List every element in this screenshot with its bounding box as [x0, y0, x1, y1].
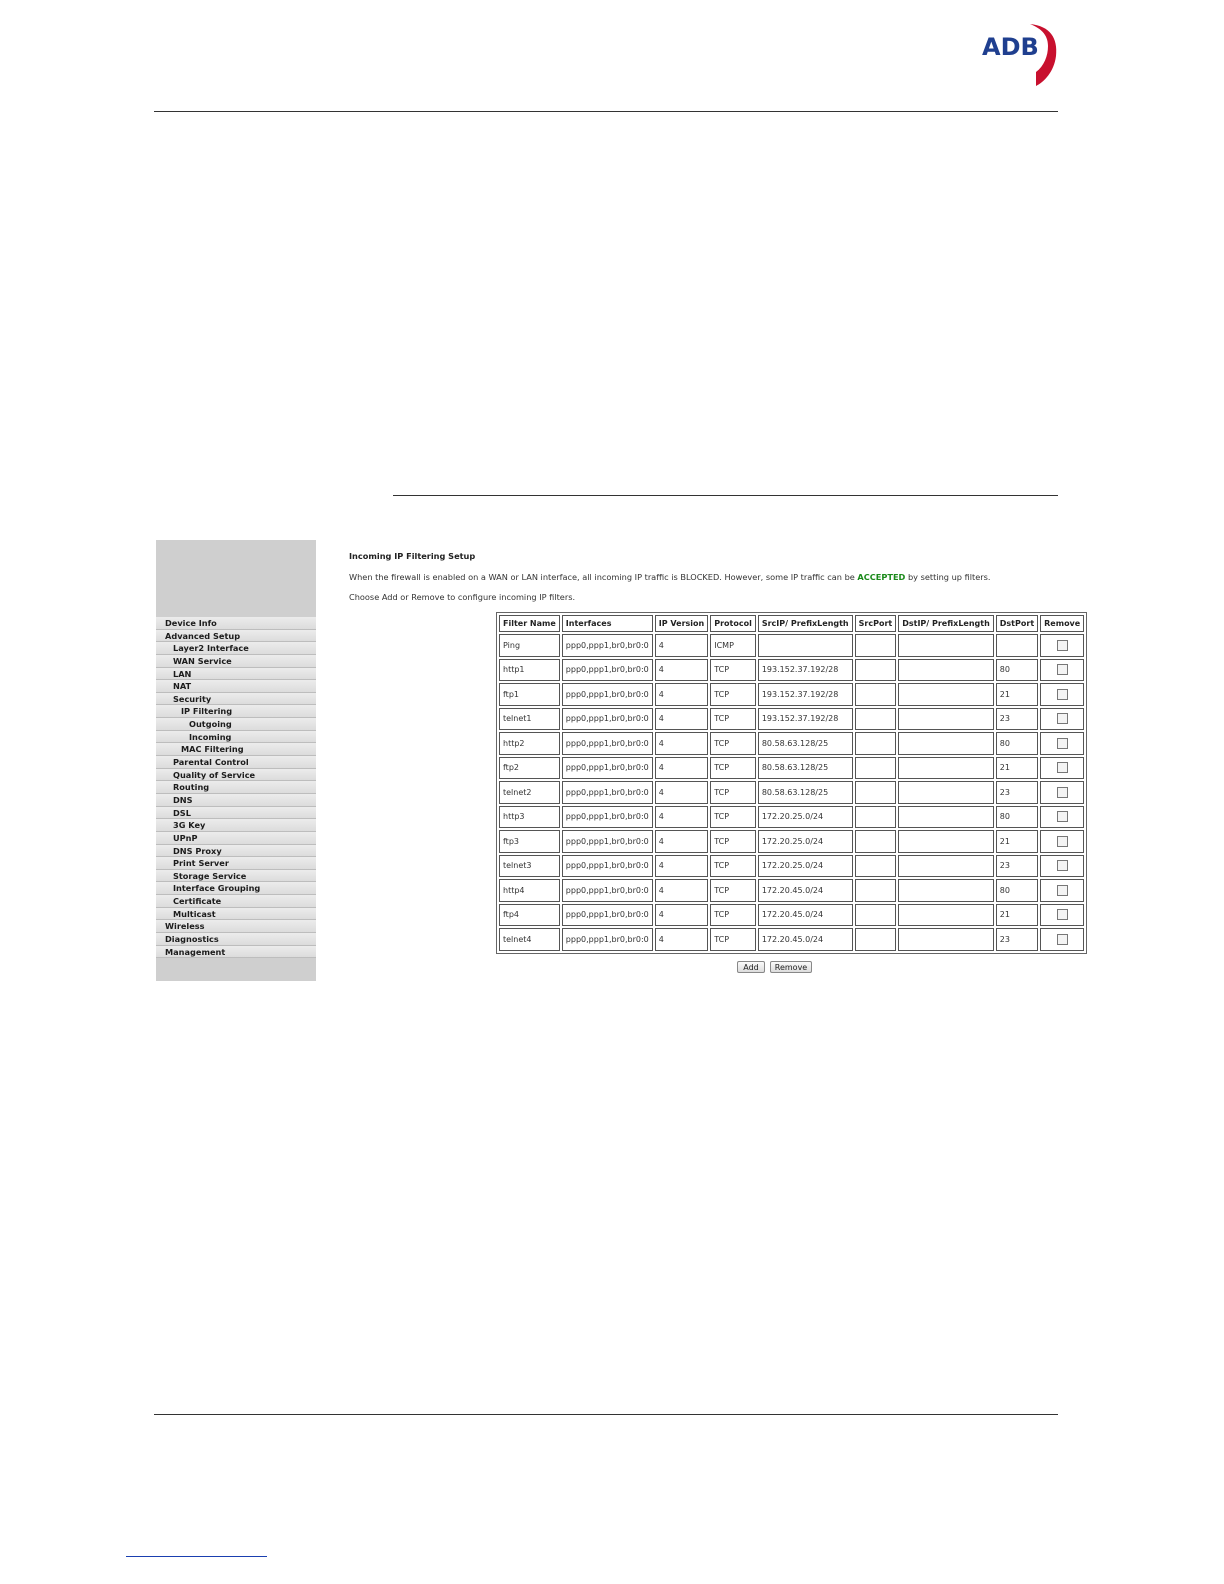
table-cell: telnet1 [499, 708, 560, 731]
remove-cell [1040, 757, 1084, 780]
table-cell: TCP [710, 659, 756, 682]
table-cell: 4 [655, 879, 708, 902]
table-cell: ppp0,ppp1,br0,br0:0 [562, 757, 653, 780]
table-cell: telnet3 [499, 855, 560, 878]
table-cell: TCP [710, 757, 756, 780]
remove-cell [1040, 904, 1084, 927]
table-cell: 80 [996, 732, 1038, 755]
table-cell: ppp0,ppp1,br0,br0:0 [562, 879, 653, 902]
table-cell: 4 [655, 855, 708, 878]
table-row [499, 855, 1084, 878]
table-row [499, 781, 1084, 804]
remove-checkbox[interactable] [1057, 934, 1068, 945]
table-cell: ppp0,ppp1,br0,br0:0 [562, 781, 653, 804]
table-cell: 193.152.37.192/28 [758, 708, 853, 731]
table-cell [758, 634, 853, 657]
column-header-interfaces: Interfaces [562, 615, 653, 632]
table-cell: 23 [996, 708, 1038, 731]
table-cell: ppp0,ppp1,br0,br0:0 [562, 659, 653, 682]
column-header-remove: Remove [1040, 615, 1084, 632]
remove-cell [1040, 683, 1084, 706]
remove-checkbox[interactable] [1057, 738, 1068, 749]
table-body [499, 634, 1084, 951]
sidebar-item-wireless[interactable]: Wireless [156, 920, 316, 933]
table-cell: TCP [710, 732, 756, 755]
sidebar-item-dns[interactable]: DNS [156, 794, 316, 807]
table-cell: 4 [655, 732, 708, 755]
remove-cell [1040, 708, 1084, 731]
adb-logo [978, 22, 1060, 88]
add-button[interactable]: Add [737, 961, 765, 973]
table-row [499, 757, 1084, 780]
column-header-srcport: SrcPort [855, 615, 897, 632]
table-cell: ppp0,ppp1,br0,br0:0 [562, 634, 653, 657]
remove-cell [1040, 732, 1084, 755]
accepted-highlight: ACCEPTED [857, 572, 906, 582]
remove-cell [1040, 830, 1084, 853]
sidebar-item-device-info[interactable]: Device Info [156, 617, 316, 630]
sidebar-item-diagnostics[interactable]: Diagnostics [156, 933, 316, 946]
table-cell [898, 683, 994, 706]
table-cell: ppp0,ppp1,br0,br0:0 [562, 806, 653, 829]
table-cell: 80.58.63.128/25 [758, 757, 853, 780]
table-cell: ppp0,ppp1,br0,br0:0 [562, 683, 653, 706]
table-cell [898, 879, 994, 902]
page-title: Incoming IP Filtering Setup [349, 551, 476, 561]
table-cell [898, 659, 994, 682]
table-cell: 172.20.45.0/24 [758, 928, 853, 951]
table-cell [855, 855, 897, 878]
table-cell: ppp0,ppp1,br0,br0:0 [562, 855, 653, 878]
table-cell: http3 [499, 806, 560, 829]
table-cell: telnet4 [499, 928, 560, 951]
table-cell: ppp0,ppp1,br0,br0:0 [562, 732, 653, 755]
column-header-ip-version: IP Version [655, 615, 708, 632]
table-cell: ftp3 [499, 830, 560, 853]
remove-button[interactable]: Remove [770, 961, 812, 973]
table-row [499, 683, 1084, 706]
sidebar-item-wan-service[interactable]: WAN Service [156, 655, 316, 668]
footer-link-underline[interactable] [126, 1556, 267, 1557]
remove-checkbox[interactable] [1057, 909, 1068, 920]
table-cell: 172.20.25.0/24 [758, 806, 853, 829]
sidebar-item-routing[interactable]: Routing [156, 781, 316, 794]
table-cell: ppp0,ppp1,br0,br0:0 [562, 904, 653, 927]
table-cell: http2 [499, 732, 560, 755]
table-cell: 23 [996, 928, 1038, 951]
sidebar-item-management[interactable]: Management [156, 946, 316, 959]
section-rule [393, 495, 1058, 496]
remove-checkbox[interactable] [1057, 836, 1068, 847]
page-instruction: Choose Add or Remove to configure incoming IP filters. [349, 592, 576, 602]
remove-checkbox[interactable] [1057, 787, 1068, 798]
remove-checkbox[interactable] [1057, 811, 1068, 822]
table-cell: 172.20.25.0/24 [758, 830, 853, 853]
table-cell: TCP [710, 708, 756, 731]
sidebar-item-dns-proxy[interactable]: DNS Proxy [156, 845, 316, 858]
table-cell: 193.152.37.192/28 [758, 683, 853, 706]
sidebar-item-outgoing[interactable]: Outgoing [156, 718, 316, 731]
table-cell: 23 [996, 781, 1038, 804]
table-cell [898, 830, 994, 853]
table-header-row [499, 615, 1084, 632]
table-cell [898, 855, 994, 878]
table-cell: ftp2 [499, 757, 560, 780]
sidebar [156, 540, 316, 981]
sidebar-item-nat[interactable]: NAT [156, 680, 316, 693]
table-cell: 4 [655, 806, 708, 829]
table-cell: TCP [710, 806, 756, 829]
page-description [349, 572, 990, 582]
table-cell: ppp0,ppp1,br0,br0:0 [562, 708, 653, 731]
remove-cell [1040, 781, 1084, 804]
table-row [499, 904, 1084, 927]
header-rule [154, 111, 1058, 112]
table-row [499, 634, 1084, 657]
remove-cell [1040, 855, 1084, 878]
table-cell: telnet2 [499, 781, 560, 804]
table-row [499, 659, 1084, 682]
table-cell: 80 [996, 879, 1038, 902]
table-cell: 4 [655, 708, 708, 731]
table-cell: 21 [996, 757, 1038, 780]
table-cell [855, 634, 897, 657]
table-cell [898, 708, 994, 731]
table-cell: 21 [996, 904, 1038, 927]
sidebar-item-advanced-setup[interactable]: Advanced Setup [156, 630, 316, 643]
table-cell: TCP [710, 904, 756, 927]
sidebar-item-storage-service[interactable]: Storage Service [156, 870, 316, 883]
table-row [499, 732, 1084, 755]
remove-checkbox[interactable] [1057, 860, 1068, 871]
remove-checkbox[interactable] [1057, 713, 1068, 724]
sidebar-item-incoming[interactable]: Incoming [156, 731, 316, 744]
table-cell: TCP [710, 781, 756, 804]
column-header-dstip-prefixlength: DstIP/ PrefixLength [898, 615, 994, 632]
remove-cell [1040, 879, 1084, 902]
remove-checkbox[interactable] [1057, 640, 1068, 651]
sidebar-item-multicast[interactable]: Multicast [156, 908, 316, 921]
table-cell [898, 757, 994, 780]
sidebar-item-lan[interactable]: LAN [156, 668, 316, 681]
table-cell [898, 904, 994, 927]
table-cell: 4 [655, 683, 708, 706]
table-cell [898, 928, 994, 951]
sidebar-item-layer2-interface[interactable]: Layer2 Interface [156, 642, 316, 655]
logo-text: ADB [982, 33, 1039, 61]
table-cell: 4 [655, 904, 708, 927]
table-cell: 193.152.37.192/28 [758, 659, 853, 682]
column-header-filter-name: Filter Name [499, 615, 560, 632]
table-cell: ICMP [710, 634, 756, 657]
table-cell: 4 [655, 830, 708, 853]
table-cell: 80 [996, 659, 1038, 682]
remove-checkbox[interactable] [1057, 885, 1068, 896]
table-row [499, 830, 1084, 853]
table-row [499, 806, 1084, 829]
table-cell: 4 [655, 659, 708, 682]
sidebar-item-dsl[interactable]: DSL [156, 807, 316, 820]
table-cell [855, 708, 897, 731]
table-cell: TCP [710, 879, 756, 902]
table-cell: http4 [499, 879, 560, 902]
table-cell [855, 830, 897, 853]
table-cell [855, 781, 897, 804]
sidebar-item-ip-filtering[interactable]: IP Filtering [156, 705, 316, 718]
table-cell [898, 781, 994, 804]
table-cell: 4 [655, 928, 708, 951]
table-cell [996, 634, 1038, 657]
table-cell: http1 [499, 659, 560, 682]
table-cell: 23 [996, 855, 1038, 878]
remove-cell [1040, 659, 1084, 682]
sidebar-item-mac-filtering[interactable]: MAC Filtering [156, 743, 316, 756]
sidebar-item-parental-control[interactable]: Parental Control [156, 756, 316, 769]
table-cell: ftp1 [499, 683, 560, 706]
remove-checkbox[interactable] [1057, 664, 1068, 675]
table-cell: 21 [996, 830, 1038, 853]
table-cell: 80.58.63.128/25 [758, 732, 853, 755]
table-cell: TCP [710, 830, 756, 853]
footer-rule [154, 1414, 1058, 1415]
sidebar-item-print-server[interactable]: Print Server [156, 857, 316, 870]
description-text: When the firewall is enabled on a WAN or LAN interface, all incoming IP traffic is BLOCKED. However, some IP traffic can be [349, 572, 858, 582]
table-cell: 172.20.25.0/24 [758, 855, 853, 878]
table-cell [855, 904, 897, 927]
table-cell [855, 928, 897, 951]
sidebar-item-interface-grouping[interactable]: Interface Grouping [156, 882, 316, 895]
remove-checkbox[interactable] [1057, 689, 1068, 700]
remove-cell [1040, 806, 1084, 829]
table-cell [898, 634, 994, 657]
table-cell [855, 879, 897, 902]
table-cell: 4 [655, 634, 708, 657]
column-header-srcip-prefixlength: SrcIP/ PrefixLength [758, 615, 853, 632]
table-cell: 172.20.45.0/24 [758, 904, 853, 927]
sidebar-item-quality-of-service[interactable]: Quality of Service [156, 769, 316, 782]
table-cell [898, 732, 994, 755]
incoming-filters-table [496, 612, 1087, 954]
table-cell: 172.20.45.0/24 [758, 879, 853, 902]
remove-cell [1040, 634, 1084, 657]
sidebar-item-3g-key[interactable]: 3G Key [156, 819, 316, 832]
table-cell: ppp0,ppp1,br0,br0:0 [562, 928, 653, 951]
remove-checkbox[interactable] [1057, 762, 1068, 773]
table-row [499, 879, 1084, 902]
table-cell: TCP [710, 683, 756, 706]
table-row [499, 928, 1084, 951]
table-cell: TCP [710, 855, 756, 878]
table-cell: 4 [655, 757, 708, 780]
table-cell [855, 732, 897, 755]
table-cell: ftp4 [499, 904, 560, 927]
table-cell: TCP [710, 928, 756, 951]
table-cell: 4 [655, 781, 708, 804]
table-cell [898, 806, 994, 829]
sidebar-item-certificate[interactable]: Certificate [156, 895, 316, 908]
sidebar-item-security[interactable]: Security [156, 693, 316, 706]
table-cell [855, 757, 897, 780]
sidebar-item-upnp[interactable]: UPnP [156, 832, 316, 845]
column-header-dstport: DstPort [996, 615, 1038, 632]
column-header-protocol: Protocol [710, 615, 756, 632]
table-cell: 80 [996, 806, 1038, 829]
table-row [499, 708, 1084, 731]
table-cell: 21 [996, 683, 1038, 706]
table-cell: Ping [499, 634, 560, 657]
table-cell [855, 806, 897, 829]
description-text-end: by setting up filters. [905, 572, 991, 582]
table-cell: ppp0,ppp1,br0,br0:0 [562, 830, 653, 853]
table-cell [855, 683, 897, 706]
sidebar-menu [156, 617, 316, 958]
table-cell: 80.58.63.128/25 [758, 781, 853, 804]
remove-cell [1040, 928, 1084, 951]
table-cell [855, 659, 897, 682]
